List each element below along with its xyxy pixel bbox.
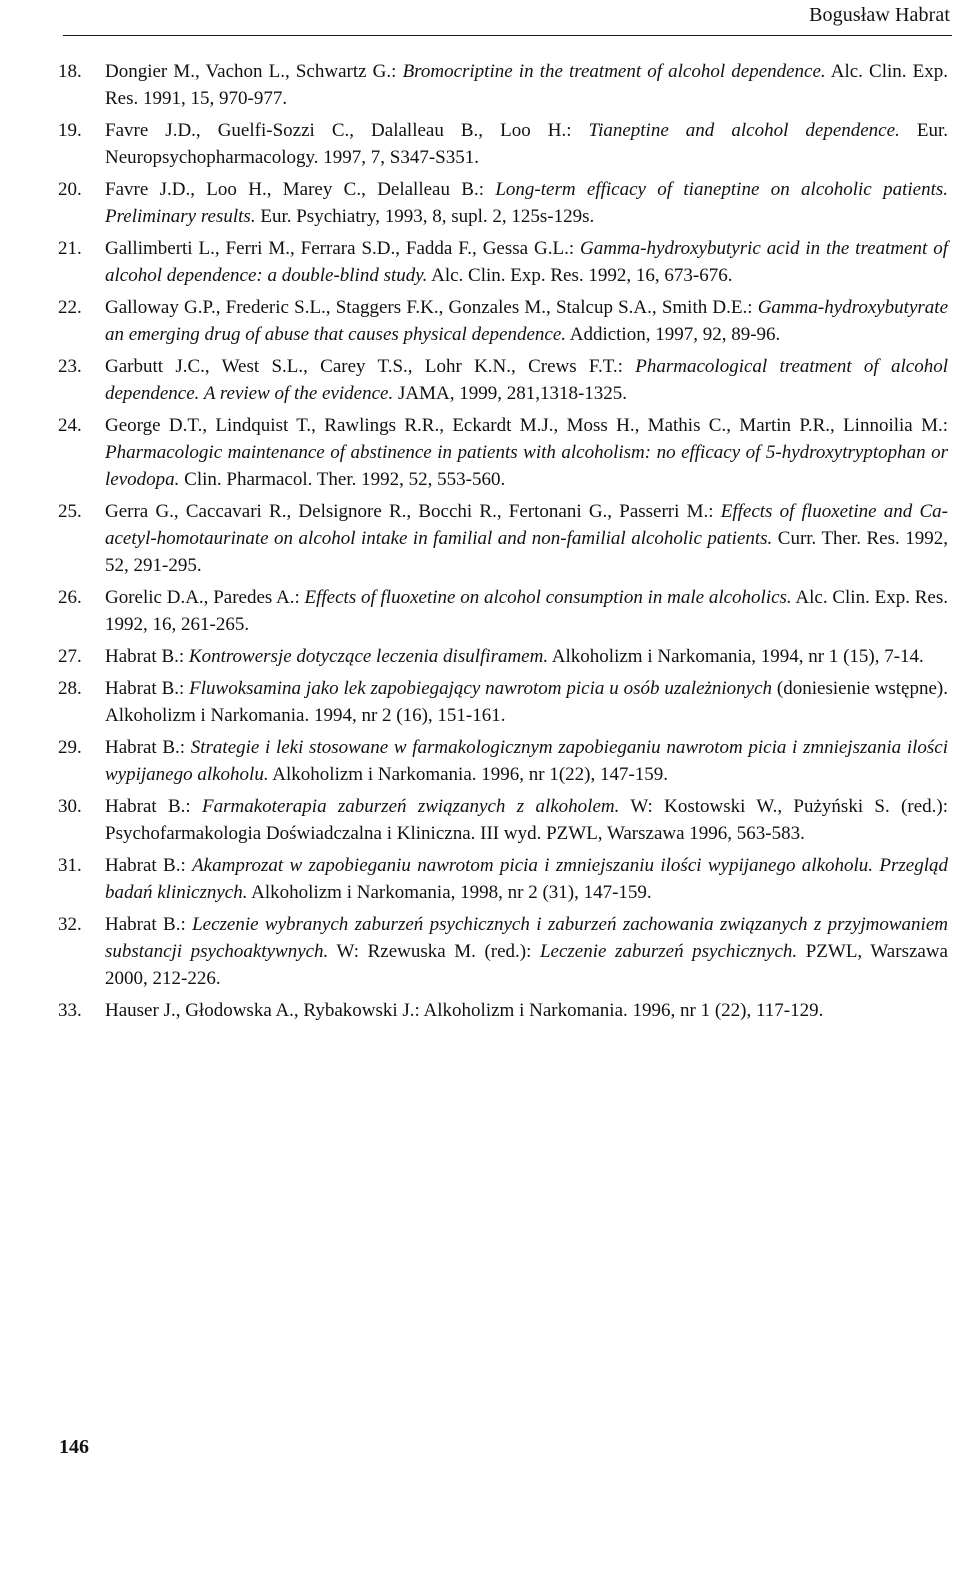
reference-item: [58, 176, 948, 230]
reference-item: [58, 852, 948, 906]
reference-item: [58, 997, 948, 1024]
reference-authors: Favre J.D., Loo H., Marey C., Delalleau B.:: [105, 179, 496, 200]
reference-source: Addiction, 1997, 92, 89-96.: [566, 324, 781, 345]
reference-title: Gamma-hydroxybutyric acid in the treatment of alcohol dependence: a double-blind study.: [105, 238, 948, 286]
reference-title: Akamprozat w zapobieganiu nawrotom picia i zmniejszaniu ilości wypijanego alkoholu. Przegląd badań klinicznych.: [105, 855, 948, 903]
reference-number: 23.: [58, 356, 82, 377]
running-header-author: Bogusław Habrat: [809, 4, 950, 26]
reference-authors: Habrat B.:: [105, 796, 203, 817]
reference-number: 28.: [58, 678, 82, 699]
reference-item: [58, 734, 948, 788]
reference-title: Effects of fluoxetine and Ca-acetyl-homotaurinate on alcohol intake in familial and non-familial alcoholic patients.: [105, 501, 948, 549]
reference-number: 29.: [58, 737, 82, 758]
reference-title: Strategie i leki stosowane w farmakologicznym zapobieganiu nawrotom picia i zmniejszania ilości wypijanego alkoholu.: [105, 737, 948, 785]
reference-title: Bromocriptine in the treatment of alcohol dependence.: [402, 61, 826, 82]
reference-source: Curr. Ther. Res. 1992, 52, 291-295.: [105, 528, 948, 576]
reference-title: Long-term efficacy of tianeptine on alcoholic patients. Preliminary results.: [105, 179, 948, 227]
reference-source: Alkoholizm i Narkomania, 1998, nr 2 (31), 147-159.: [247, 882, 652, 903]
reference-item: [58, 117, 948, 171]
reference-number: 32.: [58, 914, 82, 935]
reference-source: W: Kostowski W., Pużyński S. (red.): Psychofarmakologia Doświadczalna i Kliniczna. III wyd. PZWL, Warszawa 1996, 563-583.: [105, 796, 948, 844]
reference-number: 18.: [58, 61, 82, 82]
reference-source: Clin. Pharmacol. Ther. 1992, 52, 553-560.: [179, 469, 506, 490]
reference-list: [58, 58, 948, 1024]
reference-item: [58, 643, 948, 670]
reference-authors: Dongier M., Vachon L., Schwartz G.:: [105, 61, 403, 82]
reference-title: Pharmacologic maintenance of abstinence in patients with alcoholism: no efficacy of 5-hydroxytryptophan or levodopa.: [105, 442, 948, 490]
reference-source: Alkoholizm i Narkomania, 1994, nr 1 (15), 7-14.: [548, 646, 924, 667]
header-rule: [63, 35, 952, 36]
reference-authors: Habrat B.:: [105, 646, 189, 667]
reference-title: Leczenie wybranych zaburzeń psychicznych i zaburzeń zachowania związanych z przyjmowaniem substancji psychoaktywnych.: [105, 914, 948, 962]
reference-authors: Garbutt J.C., West S.L., Carey T.S., Lohr K.N., Crews F.T.:: [105, 356, 636, 377]
reference-number: 26.: [58, 587, 82, 608]
reference-item: [58, 675, 948, 729]
page-number: 146: [59, 1436, 89, 1458]
reference-item: [58, 412, 948, 493]
reference-authors: Galloway G.P., Frederic S.L., Staggers F.K., Gonzales M., Stalcup S.A., Smith D.E.:: [105, 297, 758, 318]
reference-authors: Habrat B.:: [105, 855, 193, 876]
reference-title: Gamma-hydroxybutyrate an emerging drug of abuse that causes physical dependence.: [105, 297, 948, 345]
reference-item: [58, 58, 948, 112]
reference-source: Eur. Neuropsychopharmacology. 1997, 7, S347-S351.: [105, 120, 948, 168]
reference-source: W: Rzewuska M. (red.):: [328, 941, 540, 962]
reference-source-secondary: PZWL, Warszawa 2000, 212-226.: [105, 941, 948, 989]
reference-title: Pharmacological treatment of alcohol dependence. A review of the evidence.: [105, 356, 948, 404]
reference-authors: Habrat B.:: [105, 737, 191, 758]
reference-item: [58, 235, 948, 289]
reference-authors: Hauser J., Głodowska A., Rybakowski J.:: [105, 1000, 424, 1021]
reference-source: Alkoholizm i Narkomania. 1996, nr 1(22), 147-159.: [268, 764, 669, 785]
reference-number: 22.: [58, 297, 82, 318]
reference-authors: George D.T., Lindquist T., Rawlings R.R., Eckardt M.J., Moss H., Mathis C., Martin P.R., Linnoilia M.:: [105, 415, 948, 436]
reference-source: Alkoholizm i Narkomania. 1996, nr 1 (22), 117-129.: [423, 1000, 824, 1021]
reference-number: 31.: [58, 855, 82, 876]
reference-number: 25.: [58, 501, 82, 522]
reference-source: Alc. Clin. Exp. Res. 1992, 16, 261-265.: [105, 587, 948, 635]
reference-number: 30.: [58, 796, 82, 817]
reference-item: [58, 911, 948, 992]
reference-source: JAMA, 1999, 281,1318-1325.: [393, 383, 628, 404]
reference-number: 27.: [58, 646, 82, 667]
reference-item: [58, 793, 948, 847]
reference-source: Eur. Psychiatry, 1993, 8, supl. 2, 125s-129s.: [255, 206, 595, 227]
reference-authors: Gallimberti L., Ferri M., Ferrara S.D., Fadda F., Gessa G.L.:: [105, 238, 581, 259]
reference-item: [58, 294, 948, 348]
reference-authors: Habrat B.:: [105, 678, 190, 699]
reference-number: 24.: [58, 415, 82, 436]
reference-authors: Gorelic D.A., Paredes A.:: [105, 587, 305, 608]
reference-item: [58, 498, 948, 579]
reference-authors: Favre J.D., Guelfi-Sozzi C., Dalalleau B., Loo H.:: [105, 120, 589, 141]
reference-number: 21.: [58, 238, 82, 259]
reference-title-secondary: Leczenie zaburzeń psychicznych.: [539, 941, 798, 962]
reference-title: Fluwoksamina jako lek zapobiegający nawrotom picia u osób uzależnionych: [189, 678, 773, 699]
reference-title: Farmakoterapia zaburzeń związanych z alkoholem.: [202, 796, 620, 817]
reference-item: [58, 584, 948, 638]
reference-source: Alc. Clin. Exp. Res. 1991, 15, 970-977.: [105, 61, 948, 109]
reference-authors: Gerra G., Caccavari R., Delsignore R., Bocchi R., Fertonani G., Passerri M.:: [105, 501, 721, 522]
reference-number: 19.: [58, 120, 82, 141]
reference-title: Tianeptine and alcohol dependence.: [588, 120, 900, 141]
reference-authors: Habrat B.:: [105, 914, 193, 935]
reference-number: 33.: [58, 1000, 82, 1021]
reference-item: [58, 353, 948, 407]
reference-source: Alc. Clin. Exp. Res. 1992, 16, 673-676.: [427, 265, 733, 286]
reference-number: 20.: [58, 179, 82, 200]
reference-title: Effects of fluoxetine on alcohol consumption in male alcoholics.: [304, 587, 792, 608]
reference-title: Kontrowersje dotyczące leczenia disulfiramem.: [188, 646, 549, 667]
reference-source: (doniesienie wstępne). Alkoholizm i Narkomania. 1994, nr 2 (16), 151-161.: [105, 678, 948, 726]
